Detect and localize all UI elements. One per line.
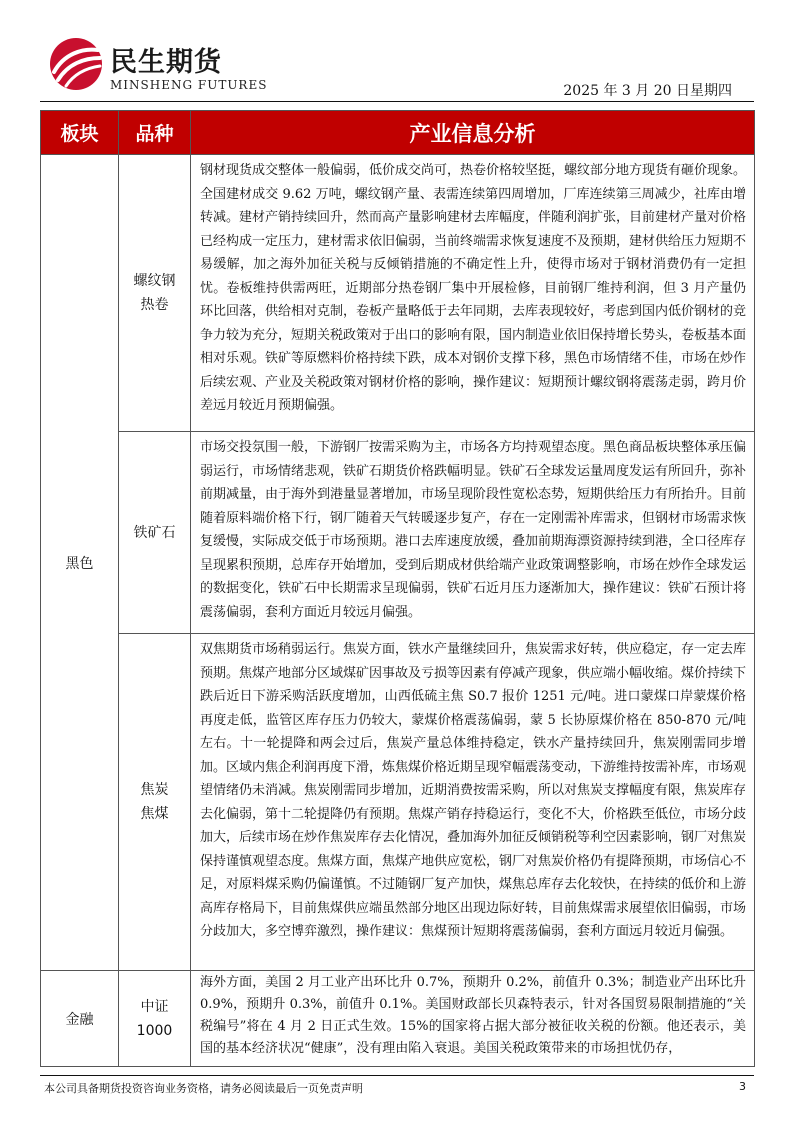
variety-cell-coke: 焦炭 焦煤 (119, 634, 191, 971)
block-cell-black: 黑色 (41, 155, 119, 971)
table-header-row (41, 111, 755, 155)
page-header (40, 34, 754, 100)
table-row (41, 634, 755, 971)
variety-cell-iron-ore: 铁矿石 (119, 432, 191, 634)
header-variety: 品种 (119, 111, 191, 155)
footer-divider (40, 1075, 754, 1076)
page-number: 3 (739, 1080, 746, 1093)
company-name-cn: 民生期货 (110, 47, 222, 78)
header-block: 板块 (41, 111, 119, 155)
header-analysis: 产业信息分析 (191, 111, 755, 155)
analysis-cell-csi1000: 海外方面，美国 2 月工业产出环比升 0.7%，预期升 0.2%，前值升 0.3%；制造业产出环比升 0.9%，预期升 0.3%，前值升 0.1%。美国财政部长贝森特表示，针对各国贸易限制措施的“关税编号”将在 4 月 2 日正式生效。15%的国家将占据大部分被征收关税的份额。他还表示，美国的基本经济状况“健康”，没有理由陷入衰退。美国关税政策带来的市场担忧仍存， (191, 971, 755, 1067)
report-date: 2025 年 3 月 20 日星期四 (563, 83, 732, 99)
block-cell-finance: 金融 (41, 971, 119, 1067)
analysis-cell-rebar: 钢材现货成交整体一般偏弱，低价成交尚可，热卷价格较坚挺，螺纹部分地方现货有砸价现象。全国建材成交 9.62 万吨，螺纹钢产量、表需连续第四周增加，厂库连续第三周减少，社库由增转减。建材产销持续回升，然而高产量影响建材去库幅度，伴随利润扩张，目前建材产量对价格已经构成一定压力，建材需求依旧偏弱，当前终端需求恢复速度不及预期，建材供给压力短期不易缓解，加之海外加征关税与反倾销措施的不确定性上升，使得市场对于钢材消费仍有一定担忧。卷板维持供需两旺，近期部分热卷钢厂集中开展检修，目前钢厂维持利润，但 3 月产量仍环比回落，供给相对克制，卷板产量略低于去年同期，去库表现较好，考虑到国内低价钢材的竞争力较为充分，短期关税政策对于出口的影响有限，国内制造业依旧保持增长势头，卷板基本面相对乐观。铁矿等原燃料价格持续下跌，成本对钢价支撑下移，黑色市场情绪不佳，市场在炒作后续宏观、产业及关税政策对钢材价格的影响，操作建议：短期预计螺纹钢将震荡走弱，跨月价差远月较近月预期偏强。 (191, 155, 755, 432)
footer-disclaimer: 本公司具备期货投资咨询业务资格，请务必阅读最后一页免责声明 (44, 1082, 363, 1095)
variety-cell-rebar: 螺纹钢 热卷 (119, 155, 191, 432)
table-row (41, 155, 755, 432)
minsheng-logo-icon (48, 36, 104, 92)
analysis-cell-iron-ore: 市场交投氛围一般，下游钢厂按需采购为主，市场各方均持观望态度。黑色商品板块整体承压偏弱运行，市场情绪悲观，铁矿石期货价格跌幅明显。铁矿石全球发运量周度发运有所回升，弥补前期减量，由于海外到港量显著增加，市场呈现阶段性宽松态势，短期供给压力有所抬升。目前随着原料端价格下行，钢厂随着天气转暖逐步复产，存在一定刚需补库需求，但钢材市场需求恢复缓慢，实际成交低于市场预期。港口去库速度放缓，叠加前期海漂资源持续到港，全口径库存呈现累积预期，总库存开始增加，受到后期成材供给端产业政策调整影响，市场在炒作全球发运的数据变化，铁矿石中长期需求呈现偏弱，铁矿石近月压力逐渐加大，操作建议：铁矿石预计将震荡偏弱，套利方面近月较远月偏强。 (191, 432, 755, 634)
table-row (41, 971, 755, 1067)
variety-cell-csi1000: 中证 1000 (119, 971, 191, 1067)
table-row (41, 432, 755, 634)
analysis-cell-coke: 双焦期货市场稍弱运行。焦炭方面，铁水产量继续回升，焦炭需求好转，供应稳定，存一定去库预期。焦煤产地部分区域煤矿因事故及亏损等因素有停减产现象，供应端小幅收缩。煤价持续下跌后近日下游采购活跃度增加，山西低硫主焦 S0.7 报价 1251 元/吨。进口蒙煤口岸蒙煤价格再度走低，监管区库存压力仍较大，蒙煤价格震荡偏弱，蒙 5 长协原煤价格在 850-870 元/吨左右。十一轮提降和两会过后，焦炭产量总体维持稳定，铁水产量持续回升，焦炭刚需同步增加。区域内焦企利润再度下滑，炼焦煤价格近期呈现窄幅震荡变动，下游维持按需补库，市场观望情绪仍未消减。焦炭刚需同步增加，近期消费按需采购，所以对焦炭支撑幅度有限，焦炭库存去化偏弱，第十二轮提降仍有预期。焦煤产销存持稳运行，变化不大，价格跌至低位，市场分歧加大，后续市场在炒作焦炭库存去化情况，叠加海外加征反倾销税等利空因素影响，钢厂对焦炭保持谨慎观望态度。焦煤方面，焦煤产地供应宽松，钢厂对焦炭价格仍有提降预期，市场信心不足，对原料煤采购仍偏谨慎。不过随钢厂复产加快，煤焦总库存去化较快，在持续的低价和上游高库存格局下，目前焦煤供应端虽然部分地区出现边际好转，目前焦煤需求展望依旧偏弱，市场分歧加大，多空博弈激烈，操作建议：焦煤预计短期将震荡偏弱，套利方面远月较近月偏强。 (191, 634, 755, 971)
company-name-en: MINSHENG FUTURES (110, 78, 268, 92)
industry-analysis-table (40, 110, 755, 1067)
header-divider (40, 101, 754, 102)
